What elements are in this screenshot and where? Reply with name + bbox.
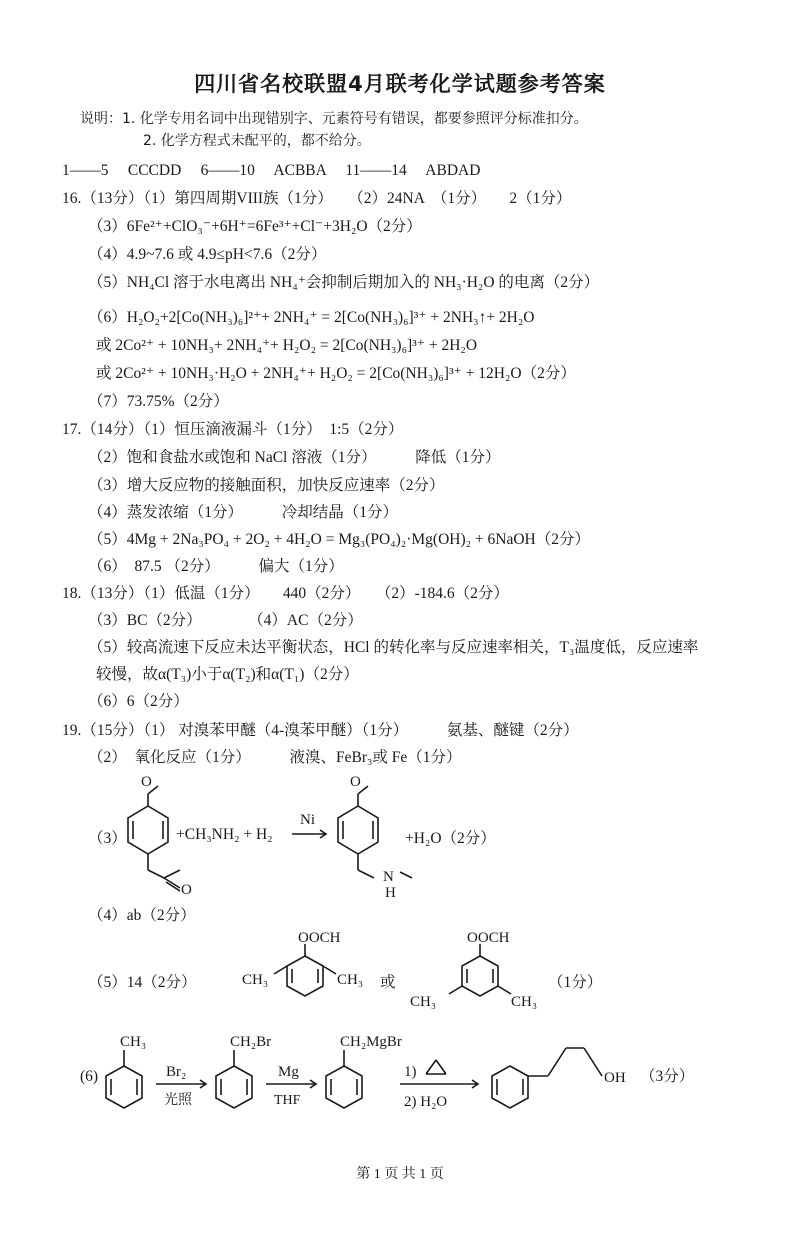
q16-line-8: （7）73.75%（2分） bbox=[88, 393, 229, 410]
q18-line-5: （6）6（2分） bbox=[88, 693, 189, 710]
or-text: 或 bbox=[380, 974, 396, 991]
grignard-label: CH₂MgBr bbox=[340, 1034, 402, 1050]
q17-line-4: （4）蒸发浓缩（1分） 冷却结晶（1分） bbox=[88, 504, 399, 521]
aldehyde-o-label: O bbox=[141, 774, 152, 790]
isomer-2-ooch: OOCH bbox=[467, 930, 510, 946]
isomer-1-ooch: OOCH bbox=[298, 930, 341, 946]
q19-line-1: 19.（15分）（1） 对溴苯甲醚（4-溴苯甲醚）（1分） 氨基、醚键（2分） bbox=[62, 722, 579, 739]
q16-line-3: （4）4.9~7.6 或 4.9≤pH<7.6（2分） bbox=[88, 246, 327, 263]
q19-6-score: （3分） bbox=[640, 1068, 695, 1085]
amine-n-label: N bbox=[383, 869, 394, 885]
q19-3-label: （3） bbox=[88, 830, 127, 847]
epoxide-arrow bbox=[398, 1054, 484, 1120]
q19-6-label: (6) bbox=[80, 1068, 99, 1085]
q18-line-1: 18.（13分）（1）低温（1分） 440（2分） （2）-184.6（2分） bbox=[62, 585, 509, 602]
q19-line-2: （2） 氧化反应（1分） 液溴、FeBr₃或 Fe（1分） bbox=[88, 749, 462, 766]
isomer-2-structure bbox=[405, 928, 555, 1018]
oh-label: OH bbox=[604, 1070, 626, 1086]
product-o-label: O bbox=[350, 774, 361, 790]
page-footer: 第 1 页 共 1 页 bbox=[356, 1167, 444, 1182]
q17-line-1: 17.（14分）（1）恒压滴液漏斗（1分） 1:5（2分） bbox=[62, 421, 404, 438]
mg-label: Mg bbox=[278, 1064, 299, 1080]
isomer-1-structure bbox=[240, 928, 380, 1008]
q16-line-1: 16.（13分）（1）第四周期VIII族（1分） （2）24NA （1分） 2（1分） bbox=[62, 190, 572, 207]
step1-label: 1) bbox=[404, 1064, 417, 1080]
isomer-2-ch3-right: CH₃ bbox=[511, 994, 538, 1010]
benzyl-bromide-label: CH₂Br bbox=[230, 1034, 272, 1050]
q18-line-2: （3）BC（2分） （4）AC（2分） bbox=[88, 612, 363, 629]
isomer-1-ch3-right: CH₃ bbox=[337, 972, 364, 988]
q17-line-2: （2）饱和食盐水或饱和 NaCl 溶液（1分） 降低（1分） bbox=[88, 449, 501, 466]
isomer-1-ch3-left: CH₃ bbox=[242, 972, 269, 988]
q18-line-3: （5）较高流速下反应未达平衡状态，HCl 的转化率与反应速率相关，T₃温度低，反应速率 bbox=[88, 639, 699, 656]
q19-5-label: （5）14（2分） bbox=[88, 974, 197, 991]
thf-label: THF bbox=[274, 1093, 301, 1108]
q16-line-5: （6）H₂O₂+2[Co(NH₃)₆]²⁺+ 2NH₄⁺ = 2[Co(NH₃)₆]³⁺ + 2NH₃↑+ 2H₂O bbox=[88, 309, 535, 326]
q19-3-reagents: +CH₃NH₂ + H₂ bbox=[176, 826, 273, 843]
isomer-2-ch3-left: CH₃ bbox=[410, 994, 437, 1010]
q16-line-7: 或 2Co²⁺ + 10NH₃·H₂O + 2NH₄⁺+ H₂O₂ = 2[Co(NH₃)₆]³⁺ + 12H₂O（2分） bbox=[96, 365, 576, 382]
toluene-ch3: CH₃ bbox=[120, 1034, 147, 1050]
br2-arrow bbox=[154, 1060, 214, 1116]
q17-line-6: （6） 87.5 （2分） 偏大（1分） bbox=[88, 558, 344, 575]
mc-answers: 1——5 CCCDD 6——10 ACBBA 11——14 ABDAD bbox=[62, 162, 481, 179]
toluene-structure bbox=[100, 1028, 160, 1128]
q16-line-2: （3）6Fe²⁺+ClO₃⁻+6H⁺=6Fe³⁺+Cl⁻+3H₂O（2分） bbox=[88, 218, 422, 235]
amine-h-label: H bbox=[385, 885, 396, 901]
q17-line-3: （3）增大反应物的接触面积，加快反应速率（2分） bbox=[88, 477, 445, 494]
note-2: 2. 化学方程式未配平的，都不给分。 bbox=[143, 133, 371, 149]
q19-4: （4）ab（2分） bbox=[88, 907, 196, 924]
ni-label: Ni bbox=[300, 812, 315, 828]
q18-line-4: 较慢，故α(T₃)小于α(T₂)和α(T₁)（2分） bbox=[96, 666, 359, 683]
aldehyde-carbonyl-o: O bbox=[181, 882, 192, 898]
step2-label: 2) H₂O bbox=[404, 1094, 448, 1110]
br2-label: Br₂ bbox=[166, 1064, 187, 1080]
q16-line-6: 或 2Co²⁺ + 10NH₃+ 2NH₄⁺+ H₂O₂ = 2[Co(NH₃)₆]³⁺ + 2H₂O bbox=[96, 337, 478, 354]
phenylpropanol-structure bbox=[486, 1040, 646, 1120]
ni-arrow bbox=[290, 808, 330, 838]
mg-arrow bbox=[264, 1060, 324, 1116]
q17-line-5: （5）4Mg + 2Na₃PO₄ + 2O₂ + 4H₂O = Mg₃(PO₄)₂·Mg(OH)₂ + 6NaOH（2分） bbox=[88, 531, 590, 548]
q16-line-4: （5）NH₄Cl 溶于水电离出 NH₄⁺会抑制后期加入的 NH₃·H₂O 的电离（2分） bbox=[88, 274, 600, 291]
note-1: 说明：1. 化学专用名词中出现错别字、元素符号有错误，都要参照评分标准扣分。 bbox=[80, 111, 588, 127]
q19-3-product: +H₂O（2分） bbox=[405, 830, 496, 847]
light-label: 光照 bbox=[164, 1093, 192, 1108]
page-title: 四川省名校联盟4月联考化学试题参考答案 bbox=[194, 72, 606, 96]
q19-5-score: （1分） bbox=[548, 974, 603, 991]
